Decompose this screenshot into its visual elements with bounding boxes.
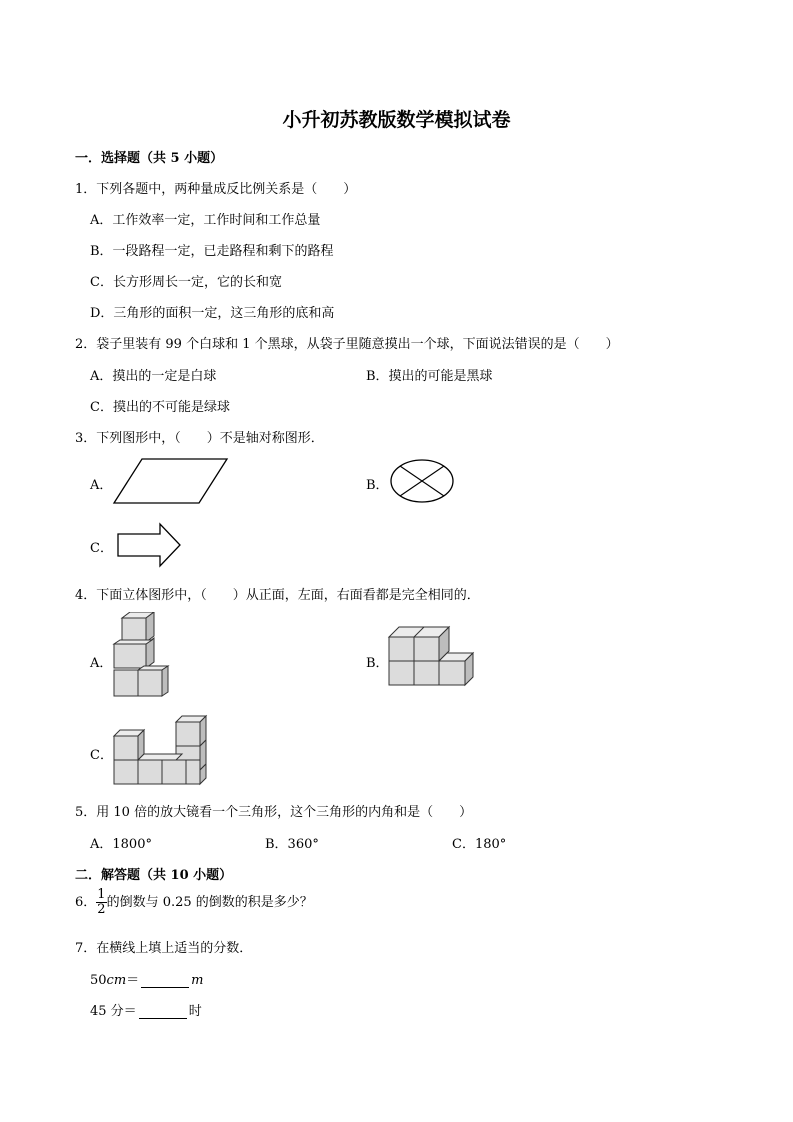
- question-2-option-c: C．摸出的不可能是绿球: [90, 400, 230, 415]
- section-heading-answer: 二．解答题（共 10 小题）: [75, 868, 233, 883]
- cube-stack-b-figure: [385, 625, 477, 689]
- parallelogram-figure: [112, 457, 232, 505]
- question-5-option-c: C．180°: [452, 837, 507, 852]
- equals-sign: ＝: [126, 973, 140, 988]
- question-1-option-c: C．长方形周长一定，它的长和宽: [90, 275, 282, 290]
- circle-with-x-figure: [388, 458, 458, 504]
- question-7-line-1: [90, 969, 204, 988]
- fraction-denominator: 2: [97, 902, 106, 917]
- answer-blank-2[interactable]: [139, 1004, 187, 1019]
- question-2-option-b: B．摸出的可能是黑球: [366, 369, 493, 384]
- question-3-stem: 3．下列图形中，（ ）不是轴对称图形．: [75, 431, 324, 446]
- cube-stack-c-figure: [110, 714, 210, 786]
- question-1-option-b: B．一段路程一定，已走路程和剩下的路程: [90, 244, 334, 259]
- question-5-option-b: B．360°: [265, 837, 319, 852]
- question-4-option-b: B．: [366, 656, 389, 671]
- question-6: [75, 888, 313, 917]
- answer-blank-1[interactable]: [141, 973, 189, 988]
- value-50: 50: [90, 973, 107, 988]
- question-4-option-a: A．: [90, 656, 113, 671]
- question-1-option-a: A．工作效率一定，工作时间和工作总量: [90, 213, 321, 228]
- fraction-one-half: [96, 888, 106, 917]
- arrow-figure: [114, 522, 184, 568]
- question-4-option-c: C．: [90, 748, 113, 763]
- question-4-stem: 4．下面立体图形中，（ ）从正面，左面，右面看都是完全相同的．: [75, 588, 480, 603]
- section-heading-choice: 一．选择题（共 5 小题）: [75, 151, 224, 166]
- question-1-stem: 1．下列各题中，两种量成反比例关系是（ ）: [75, 182, 357, 197]
- question-6-number: 6．: [75, 895, 97, 910]
- question-5-option-a: A．1800°: [90, 837, 152, 852]
- question-6-text: 的倒数与 0.25 的倒数的积是多少？: [106, 895, 313, 910]
- question-3-option-a: A．: [90, 478, 113, 493]
- cube-stack-a-figure: [110, 612, 174, 700]
- fraction-numerator: 1: [97, 887, 106, 902]
- question-3-option-b: B．: [366, 478, 389, 493]
- question-7-stem: 7．在横线上填上适当的分数．: [75, 941, 253, 956]
- page-title: 小升初苏教版数学模拟试卷: [282, 109, 511, 131]
- question-3-option-c: C．: [90, 541, 113, 556]
- unit-hour: 时: [188, 1004, 202, 1019]
- question-2-stem: 2．袋子里装有 99 个白球和 1 个黑球，从袋子里随意摸出一个球，下面说法错误的是（ ）: [75, 337, 619, 352]
- question-7-line-2: [90, 1000, 202, 1019]
- question-2-option-a: A．摸出的一定是白球: [90, 369, 217, 384]
- question-1-option-d: D．三角形的面积一定，这三角形的底和高: [90, 306, 335, 321]
- value-45-minutes: 45 分＝: [90, 1004, 137, 1019]
- question-5-stem: 5．用 10 倍的放大镜看一个三角形，这个三角形的内角和是（ ）: [75, 805, 473, 820]
- unit-m: m: [191, 973, 204, 988]
- unit-cm: cm: [106, 973, 127, 988]
